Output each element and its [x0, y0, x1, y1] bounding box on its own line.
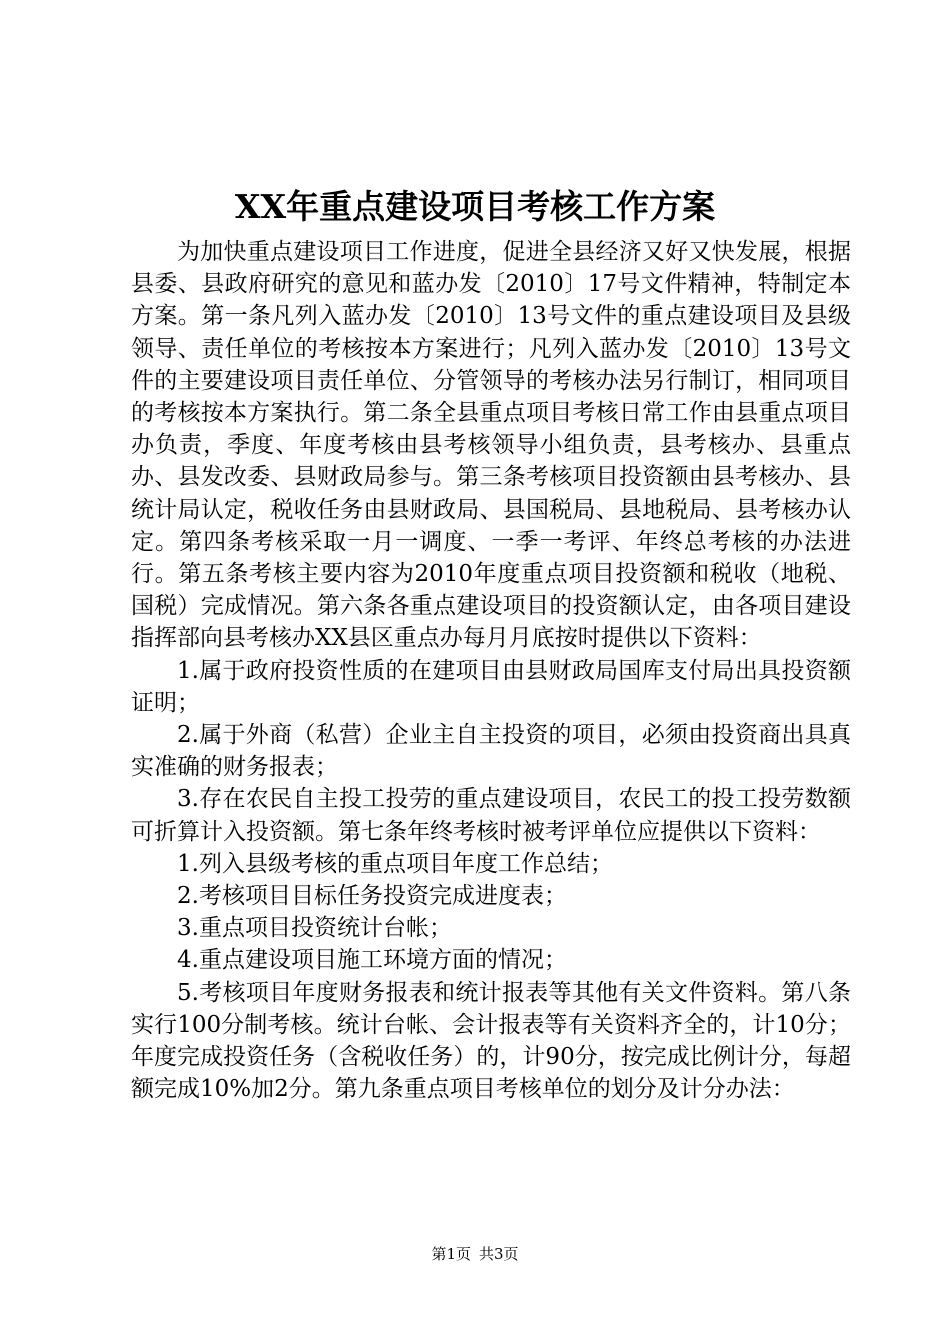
page-total: 共3页 — [479, 1245, 519, 1263]
document-body — [131, 236, 851, 1105]
paragraph-item: 1.列入县级考核的重点项目年度工作总结； — [177, 850, 613, 877]
paragraph-item: 3.存在农民自主投工投劳的重点建设项目，农民工的投工投劳数额可折算计入投资额。第七条年终考核时被考评单位应提供以下资料： — [131, 786, 851, 845]
paragraph-intro: 为加快重点建设项目工作进度，促进全县经济又好又快发展，根据县委、县政府研究的意见和蓝办发〔2010〕17号文件精神，特制定本方案。第一条凡列入蓝办发〔2010〕13号文件的重点建设项目及县级领导、责任单位的考核按本方案进行；凡列入蓝办发〔2010〕13号文件的主要建设项目责任单位、分管领导的考核办法另行制订，相同项目的考核按本方案执行。第二条全县重点项目考核日常工作由县重点项目办负责，季度、年度考核由县考核领导小组负责，县考核办、县重点办、县发改委、县财政局参与。第三条考核项目投资额由县考核办、县统计局认定，税收任务由县财政局、县国税局、县地税局、县考核办认定。第四条考核采取一月一调度、一季一考评、年终总考核的办法进行。第五条考核主要内容为2010年度重点项目投资额和税收（地税、国税）完成情况。第六条各重点建设项目的投资额认定，由各项目建设指挥部向县考核办XX县区重点办每月月底按时提供以下资料： — [131, 239, 851, 652]
page-number: 第1页 — [431, 1245, 471, 1263]
paragraph-item: 5.考核项目年度财务报表和统计报表等其他有关文件资料。第八条实行100分制考核。统计台帐、会计报表等有关资料齐全的，计10分；年度完成投资任务（含税收任务）的，计90分，按完成比例计分，每超额完成10%加2分。第九条重点项目考核单位的划分及计分办法： — [131, 979, 851, 1103]
paragraph-item: 2.属于外商（私营）企业主自主投资的项目，必须由投资商出具真实准确的财务报表； — [131, 722, 851, 781]
document-title: XX年重点建设项目考核工作方案 — [234, 187, 716, 226]
paragraph-item: 2.考核项目目标任务投资完成进度表； — [177, 883, 567, 910]
paragraph-item: 3.重点项目投资统计台帐； — [177, 915, 452, 942]
page-footer — [0, 1244, 950, 1264]
paragraph-item: 4.重点建设项目施工环境方面的情况； — [177, 947, 567, 974]
paragraph-item: 1.属于政府投资性质的在建项目由县财政局国库支付局出具投资额证明； — [131, 657, 851, 716]
